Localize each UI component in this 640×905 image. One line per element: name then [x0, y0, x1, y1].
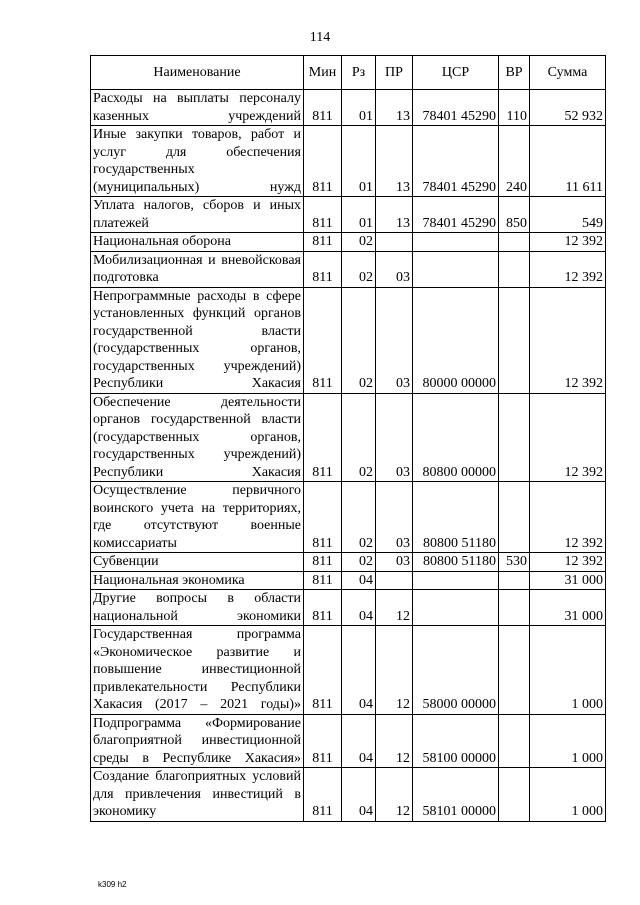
- row-name: Национальная оборона: [91, 233, 304, 252]
- row-rz: 02: [342, 553, 376, 572]
- row-sum: 31 000: [530, 571, 606, 590]
- row-name: Государственная программа «Экономическое развитие и повышение инвестиционной привлекательности Республики Хакасия (2017 – 2021 годы)»: [91, 626, 304, 715]
- budget-table: [90, 55, 606, 822]
- header-pr: ПР: [376, 56, 413, 90]
- header-name: Наименование: [91, 56, 304, 90]
- table-body: [91, 90, 606, 822]
- row-vr: [499, 571, 530, 590]
- row-csr: 58101 00000: [413, 768, 499, 822]
- row-pr: 03: [376, 251, 413, 287]
- row-rz: 01: [342, 90, 376, 126]
- row-vr: 240: [499, 126, 530, 197]
- row-csr: 80800 00000: [413, 393, 499, 482]
- header-rz: Рз: [342, 56, 376, 90]
- row-pr: 13: [376, 90, 413, 126]
- row-name: Уплата налогов, сборов и иных платежей: [91, 197, 304, 233]
- row-rz: 04: [342, 590, 376, 626]
- row-rz: 04: [342, 768, 376, 822]
- row-name: Национальная экономика: [91, 571, 304, 590]
- row-vr: 530: [499, 553, 530, 572]
- row-pr: 03: [376, 287, 413, 393]
- row-csr: 80800 51180: [413, 482, 499, 553]
- row-rz: 01: [342, 126, 376, 197]
- row-pr: 03: [376, 393, 413, 482]
- row-min: 811: [304, 197, 342, 233]
- row-rz: 02: [342, 251, 376, 287]
- row-csr: 58100 00000: [413, 714, 499, 768]
- row-csr: [413, 233, 499, 252]
- table-row: [91, 571, 606, 590]
- row-min: 811: [304, 251, 342, 287]
- row-rz: 04: [342, 626, 376, 715]
- row-pr: 12: [376, 714, 413, 768]
- row-vr: [499, 233, 530, 252]
- row-min: 811: [304, 714, 342, 768]
- row-min: 811: [304, 626, 342, 715]
- row-vr: [499, 251, 530, 287]
- row-vr: [499, 590, 530, 626]
- row-sum: 52 932: [530, 90, 606, 126]
- row-sum: 12 392: [530, 287, 606, 393]
- header-csr: ЦСР: [413, 56, 499, 90]
- table-row: [91, 393, 606, 482]
- row-name: Обеспечение деятельности органов государственной власти (государственных органов, государственных учреждений) Республики Хакасия: [91, 393, 304, 482]
- table-row: [91, 553, 606, 572]
- row-csr: 78401 45290: [413, 197, 499, 233]
- table-row: [91, 626, 606, 715]
- row-csr: 58000 00000: [413, 626, 499, 715]
- row-min: 811: [304, 553, 342, 572]
- row-sum: 12 392: [530, 251, 606, 287]
- row-vr: [499, 714, 530, 768]
- row-name: Другие вопросы в области национальной экономики: [91, 590, 304, 626]
- row-vr: 110: [499, 90, 530, 126]
- row-min: 811: [304, 126, 342, 197]
- row-pr: [376, 233, 413, 252]
- row-min: 811: [304, 287, 342, 393]
- row-name: Мобилизационная и вневойсковая подготовка: [91, 251, 304, 287]
- row-sum: 1 000: [530, 714, 606, 768]
- row-sum: 1 000: [530, 768, 606, 822]
- table-row: [91, 197, 606, 233]
- row-vr: [499, 768, 530, 822]
- row-pr: 03: [376, 482, 413, 553]
- table-header: [91, 56, 606, 90]
- row-sum: 11 611: [530, 126, 606, 197]
- row-min: 811: [304, 768, 342, 822]
- header-vr: ВР: [499, 56, 530, 90]
- row-sum: 12 392: [530, 482, 606, 553]
- row-name: Иные закупки товаров, работ и услуг для обеспечения государственных (муниципальных) нужд: [91, 126, 304, 197]
- table-row: [91, 590, 606, 626]
- row-csr: [413, 590, 499, 626]
- table-row: [91, 251, 606, 287]
- row-rz: 02: [342, 233, 376, 252]
- row-min: 811: [304, 90, 342, 126]
- row-vr: [499, 287, 530, 393]
- row-rz: 01: [342, 197, 376, 233]
- table-row: [91, 287, 606, 393]
- row-name: Расходы на выплаты персоналу казенных учреждений: [91, 90, 304, 126]
- row-pr: 12: [376, 626, 413, 715]
- row-csr: [413, 571, 499, 590]
- row-name: Осуществление первичного воинского учета на территориях, где отсутствуют военные комиссариаты: [91, 482, 304, 553]
- row-min: 811: [304, 393, 342, 482]
- table-row: [91, 126, 606, 197]
- row-sum: 12 392: [530, 233, 606, 252]
- row-name: Субвенции: [91, 553, 304, 572]
- row-pr: 13: [376, 126, 413, 197]
- row-csr: 80800 51180: [413, 553, 499, 572]
- row-csr: 78401 45290: [413, 90, 499, 126]
- row-pr: 12: [376, 590, 413, 626]
- header-row: [91, 56, 606, 90]
- row-vr: 850: [499, 197, 530, 233]
- row-vr: [499, 626, 530, 715]
- row-name: Непрограммные расходы в сфере установленных функций органов государственной власти (государственных органов, государственных учреждений) Республики Хакасия: [91, 287, 304, 393]
- table-row: [91, 482, 606, 553]
- row-rz: 02: [342, 393, 376, 482]
- row-name: Подпрограмма «Формирование благоприятной инвестиционной среды в Республике Хакасия»: [91, 714, 304, 768]
- row-sum: 12 392: [530, 553, 606, 572]
- table-row: [91, 233, 606, 252]
- row-pr: [376, 571, 413, 590]
- row-rz: 02: [342, 287, 376, 393]
- row-sum: 12 392: [530, 393, 606, 482]
- row-vr: [499, 482, 530, 553]
- row-min: 811: [304, 590, 342, 626]
- row-pr: 12: [376, 768, 413, 822]
- row-sum: 31 000: [530, 590, 606, 626]
- page-number: 114: [309, 30, 331, 45]
- row-sum: 1 000: [530, 626, 606, 715]
- row-csr: 78401 45290: [413, 126, 499, 197]
- row-sum: 549: [530, 197, 606, 233]
- row-min: 811: [304, 482, 342, 553]
- row-min: 811: [304, 571, 342, 590]
- row-csr: 80000 00000: [413, 287, 499, 393]
- footer-code: k309 h2: [98, 880, 127, 889]
- row-pr: 13: [376, 197, 413, 233]
- table-row: [91, 714, 606, 768]
- row-rz: 04: [342, 714, 376, 768]
- row-min: 811: [304, 233, 342, 252]
- row-rz: 02: [342, 482, 376, 553]
- row-csr: [413, 251, 499, 287]
- row-vr: [499, 393, 530, 482]
- row-name: Создание благоприятных условий для привлечения инвестиций в экономику: [91, 768, 304, 822]
- header-min: Мин: [304, 56, 342, 90]
- table-row: [91, 90, 606, 126]
- row-rz: 04: [342, 571, 376, 590]
- header-sum: Сумма: [530, 56, 606, 90]
- row-pr: 03: [376, 553, 413, 572]
- table-row: [91, 768, 606, 822]
